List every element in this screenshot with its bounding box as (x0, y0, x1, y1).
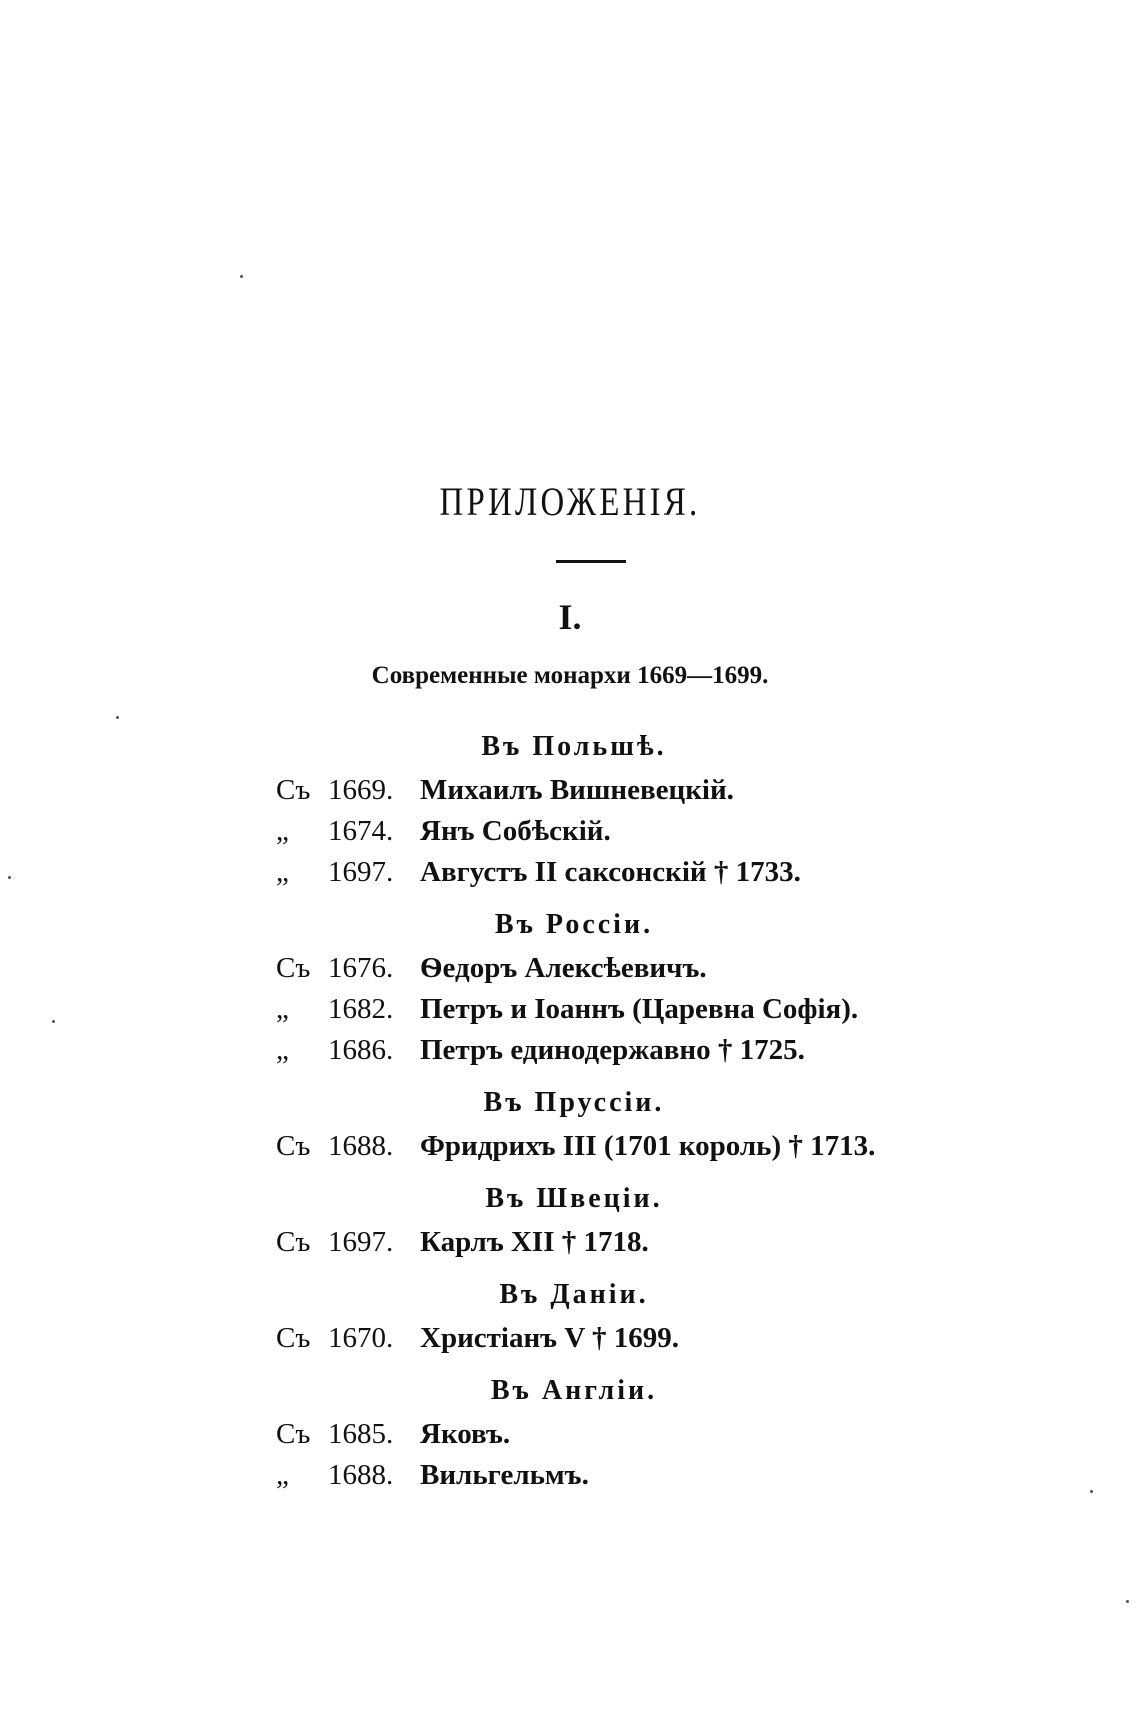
list-item (0, 989, 1140, 1030)
list-item (0, 811, 1140, 852)
entry-prefix: Съ (276, 774, 311, 806)
section-heading: Въ Польшѣ. (481, 731, 667, 762)
page-title: ПРИЛОЖЕНІЯ. (439, 479, 701, 524)
entry-prefix: „ (276, 856, 289, 888)
section-heading: Въ Россіи. (494, 909, 654, 940)
section-heading: Въ Швеціи. (485, 1183, 663, 1214)
section-sweden (0, 1176, 1140, 1263)
scan-speck (1126, 1600, 1129, 1603)
entry-year: 1685. (328, 1418, 394, 1450)
list-item (0, 1318, 1140, 1359)
section-heading: Въ Пруссіи. (483, 1087, 665, 1118)
entry-text: Ѳедоръ Алексѣевичъ. (420, 952, 707, 984)
section-england (0, 1368, 1140, 1496)
list-item (0, 1126, 1140, 1167)
scan-speck (116, 716, 119, 719)
scan-speck (1090, 1490, 1093, 1493)
entry-prefix: „ (276, 815, 289, 847)
entry-prefix: Съ (276, 1130, 311, 1162)
appendix-subtitle: Современные монархи 1669—1699. (371, 662, 769, 689)
scan-speck (8, 876, 11, 879)
entry-text: Христіанъ V † 1699. (420, 1322, 679, 1354)
entry-year: 1676. (328, 952, 394, 984)
list-item (0, 1414, 1140, 1455)
entry-prefix: „ (276, 1034, 289, 1066)
entry-text: Янъ Собѣскій. (420, 815, 611, 847)
entry-prefix: Съ (276, 1226, 311, 1258)
entry-year: 1688. (328, 1459, 394, 1491)
list-item (0, 770, 1140, 811)
appendix-number: I. (558, 597, 582, 637)
scan-speck (52, 1020, 55, 1023)
section-russia (0, 902, 1140, 1071)
list-item (0, 1222, 1140, 1263)
section-denmark (0, 1272, 1140, 1359)
section-heading: Въ Англіи. (490, 1375, 658, 1406)
entry-prefix: Съ (276, 1322, 311, 1354)
scan-speck (240, 275, 243, 278)
section-prussia (0, 1080, 1140, 1167)
entry-year: 1670. (328, 1322, 394, 1354)
list-item (0, 852, 1140, 893)
list-item (0, 1030, 1140, 1071)
entry-text: Вильгельмъ. (420, 1459, 589, 1491)
entry-text: Михаилъ Вишневецкій. (420, 774, 734, 806)
entry-text: Карлъ XII † 1718. (420, 1226, 649, 1258)
entry-prefix: „ (276, 1459, 289, 1491)
entry-year: 1682. (328, 993, 394, 1025)
section-heading: Въ Даніи. (499, 1279, 649, 1310)
entry-year: 1688. (328, 1130, 394, 1162)
entry-prefix: Съ (276, 1418, 311, 1450)
entry-year: 1674. (328, 815, 394, 847)
list-item (0, 948, 1140, 989)
entry-text: Яковъ. (420, 1418, 511, 1450)
entry-prefix: Съ (276, 952, 311, 984)
entry-year: 1697. (328, 1226, 394, 1258)
entry-year: 1669. (328, 774, 394, 806)
entry-text: Фридрихъ III (1701 король) † 1713. (420, 1130, 876, 1162)
list-item (0, 1455, 1140, 1496)
entry-text: Августъ II саксонскій † 1733. (420, 856, 801, 888)
entry-year: 1697. (328, 856, 394, 888)
entry-prefix: „ (276, 993, 289, 1025)
entry-text: Петръ единодержавно † 1725. (420, 1034, 805, 1066)
section-poland (0, 724, 1140, 893)
entry-text: Петръ и Іоаннъ (Царевна Софія). (420, 993, 859, 1025)
entry-year: 1686. (328, 1034, 394, 1066)
title-divider (556, 560, 626, 563)
